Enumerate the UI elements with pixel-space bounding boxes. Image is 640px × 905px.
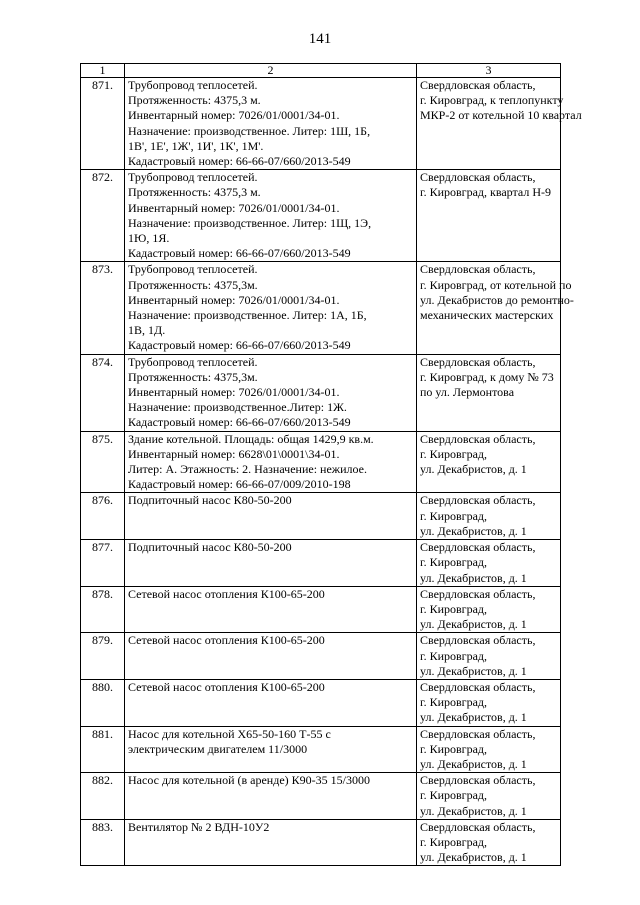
description-line: Подпиточный насос К80-50-200 bbox=[128, 493, 292, 508]
description-line: Назначение: производственное. Литер: 1А, 1Б, bbox=[128, 308, 367, 323]
object-description bbox=[125, 819, 417, 866]
description-line: Литер: А. Этажность: 2. Назначение: нежилое. bbox=[128, 462, 367, 477]
location-line: г. Кировград, bbox=[420, 555, 488, 570]
description-line: Кадастровый номер: 66-66-07/660/2013-549 bbox=[128, 338, 351, 353]
location-line: Свердловская область, bbox=[420, 354, 536, 369]
location-line: Свердловская область, bbox=[420, 170, 536, 185]
object-location bbox=[417, 633, 561, 680]
object-description bbox=[125, 540, 417, 587]
location-line: Свердловская область, bbox=[420, 726, 536, 741]
location-line: Свердловская область, bbox=[420, 540, 536, 555]
row-number: 879. bbox=[81, 633, 125, 680]
location-line: г. Кировград, от котельной по bbox=[420, 277, 572, 292]
description-line: Кадастровый номер: 66-66-07/660/2013-549 bbox=[128, 154, 351, 169]
table-row bbox=[81, 170, 561, 262]
object-location bbox=[417, 78, 582, 170]
table-row bbox=[81, 633, 561, 680]
object-description bbox=[125, 773, 417, 820]
description-line: Сетевой насос отопления К100-65-200 bbox=[128, 586, 325, 601]
object-location bbox=[417, 819, 561, 866]
description-line: Протяженность: 4375,3 м. bbox=[128, 93, 261, 108]
description-line: Подпиточный насос К80-50-200 bbox=[128, 540, 292, 555]
location-line: ул. Декабристов, д. 1 bbox=[420, 710, 527, 725]
description-line: Вентилятор № 2 ВДН-10У2 bbox=[128, 819, 270, 834]
table-row bbox=[81, 726, 561, 773]
description-line: Протяженность: 4375,3 м. bbox=[128, 185, 261, 200]
object-location bbox=[417, 493, 561, 540]
location-line: ул. Декабристов, д. 1 bbox=[420, 663, 527, 678]
object-location bbox=[417, 679, 561, 726]
table-header-row bbox=[81, 64, 561, 78]
table-row bbox=[81, 773, 561, 820]
location-line: ул. Декабристов, д. 1 bbox=[420, 617, 527, 632]
row-number: 874. bbox=[81, 354, 125, 431]
row-number: 877. bbox=[81, 540, 125, 587]
location-line: Свердловская область, bbox=[420, 431, 536, 446]
location-line: Свердловская область, bbox=[420, 586, 536, 601]
location-line: по ул. Лермонтова bbox=[420, 385, 515, 400]
description-line: Трубопровод теплосетей. bbox=[128, 78, 258, 92]
object-description bbox=[125, 726, 417, 773]
description-line: Сетевой насос отопления К100-65-200 bbox=[128, 679, 325, 694]
object-description bbox=[125, 493, 417, 540]
location-line: Свердловская область, bbox=[420, 633, 536, 648]
table-row bbox=[81, 78, 561, 170]
table-row bbox=[81, 431, 561, 493]
row-number: 881. bbox=[81, 726, 125, 773]
object-description bbox=[125, 170, 417, 262]
location-line: ул. Декабристов, д. 1 bbox=[420, 850, 527, 865]
object-description bbox=[125, 586, 417, 633]
description-line: Сетевой насос отопления К100-65-200 bbox=[128, 633, 325, 648]
table-row bbox=[81, 354, 561, 431]
object-location bbox=[417, 773, 561, 820]
object-description bbox=[125, 262, 417, 354]
location-line: г. Кировград, bbox=[420, 601, 488, 616]
table-body bbox=[81, 78, 582, 866]
row-number: 875. bbox=[81, 431, 125, 493]
table-row bbox=[81, 540, 561, 587]
location-line: г. Кировград, bbox=[420, 446, 488, 461]
description-line: Инвентарный номер: 7026/01/0001/34-01. bbox=[128, 292, 340, 307]
description-line: Кадастровый номер: 66-66-07/660/2013-549 bbox=[128, 415, 351, 430]
object-description bbox=[125, 78, 417, 170]
description-line: Кадастровый номер: 66-66-07/009/2010-198 bbox=[128, 477, 351, 492]
description-line: Насос для котельной (в аренде) К90-35 15/3000 bbox=[128, 773, 370, 788]
table-row bbox=[81, 262, 561, 354]
description-line: Инвентарный номер: 6628\01\0001\34-01. bbox=[128, 446, 340, 461]
object-location bbox=[417, 354, 561, 431]
row-number: 883. bbox=[81, 819, 125, 866]
row-number: 873. bbox=[81, 262, 125, 354]
object-location bbox=[417, 170, 561, 262]
location-line: ул. Декабристов, д. 1 bbox=[420, 756, 527, 771]
description-line: Кадастровый номер: 66-66-07/660/2013-549 bbox=[128, 246, 351, 261]
description-line: Протяженность: 4375,3м. bbox=[128, 369, 258, 384]
location-line: Свердловская область, bbox=[420, 493, 536, 508]
object-description bbox=[125, 679, 417, 726]
description-line: Трубопровод теплосетей. bbox=[128, 354, 258, 369]
location-line: МКР-2 от котельной 10 квартал bbox=[420, 108, 582, 123]
location-line: Свердловская область, bbox=[420, 819, 536, 834]
location-line: г. Кировград, bbox=[420, 788, 488, 803]
property-registry-table bbox=[80, 63, 582, 866]
object-location bbox=[417, 726, 561, 773]
row-number: 882. bbox=[81, 773, 125, 820]
location-line: Свердловская область, bbox=[420, 262, 536, 277]
description-line: Трубопровод теплосетей. bbox=[128, 262, 258, 277]
column-header-description: 2 bbox=[125, 64, 417, 78]
location-line: г. Кировград, bbox=[420, 508, 488, 523]
description-line: Протяженность: 4375,3м. bbox=[128, 277, 258, 292]
location-line: г. Кировград, к теплопункту bbox=[420, 93, 564, 108]
description-line: Назначение: производственное. Литер: 1Ш, 1Б, bbox=[128, 123, 371, 138]
location-line: Свердловская область, bbox=[420, 679, 536, 694]
location-line: г. Кировград, bbox=[420, 834, 488, 849]
location-line: г. Кировград, квартал Н-9 bbox=[420, 185, 551, 200]
location-line: ул. Декабристов, д. 1 bbox=[420, 462, 527, 477]
object-description bbox=[125, 431, 417, 493]
description-line: 1В', 1Е', 1Ж', 1И', 1К', 1М'. bbox=[128, 138, 264, 153]
location-line: г. Кировград, bbox=[420, 695, 488, 710]
row-number: 872. bbox=[81, 170, 125, 262]
location-line: г. Кировград, bbox=[420, 741, 488, 756]
table-row bbox=[81, 679, 561, 726]
object-description bbox=[125, 354, 417, 431]
row-number: 871. bbox=[81, 78, 125, 170]
location-line: Свердловская область, bbox=[420, 78, 536, 92]
column-header-location: 3 bbox=[417, 64, 561, 78]
description-line: Инвентарный номер: 7026/01/0001/34-01. bbox=[128, 108, 340, 123]
location-line: ул. Декабристов до ремонтно- bbox=[420, 292, 574, 307]
location-line: ул. Декабристов, д. 1 bbox=[420, 523, 527, 538]
location-line: г. Кировград, к дому № 73 bbox=[420, 369, 554, 384]
table-row bbox=[81, 586, 561, 633]
row-number: 876. bbox=[81, 493, 125, 540]
description-line: Назначение: производственное.Литер: 1Ж. bbox=[128, 400, 347, 415]
location-line: механических мастерских bbox=[420, 308, 554, 323]
location-line: Свердловская область, bbox=[420, 773, 536, 788]
object-location bbox=[417, 586, 561, 633]
description-line: Насос для котельной Х65-50-160 Т-55 с bbox=[128, 726, 331, 741]
location-line: г. Кировград, bbox=[420, 648, 488, 663]
description-line: Трубопровод теплосетей. bbox=[128, 170, 258, 185]
description-line: электрическим двигателем 11/3000 bbox=[128, 741, 308, 756]
location-line: ул. Декабристов, д. 1 bbox=[420, 570, 527, 585]
description-line: Инвентарный номер: 7026/01/0001/34-01. bbox=[128, 200, 340, 215]
description-line: Назначение: производственное. Литер: 1Щ, 1Э, bbox=[128, 215, 372, 230]
description-line: Инвентарный номер: 7026/01/0001/34-01. bbox=[128, 385, 340, 400]
object-description bbox=[125, 633, 417, 680]
table-row bbox=[81, 819, 561, 866]
description-line: Здание котельной. Площадь: общая 1429,9 кв.м. bbox=[128, 431, 374, 446]
table-row bbox=[81, 493, 561, 540]
row-number: 878. bbox=[81, 586, 125, 633]
description-line: 1В, 1Д. bbox=[128, 323, 166, 338]
description-line: 1Ю, 1Я. bbox=[128, 231, 170, 246]
object-location bbox=[417, 431, 561, 493]
object-location bbox=[417, 540, 561, 587]
location-line: ул. Декабристов, д. 1 bbox=[420, 803, 527, 818]
column-header-number: 1 bbox=[81, 64, 125, 78]
row-number: 880. bbox=[81, 679, 125, 726]
object-location bbox=[417, 262, 574, 354]
page-number: 141 bbox=[308, 31, 332, 47]
